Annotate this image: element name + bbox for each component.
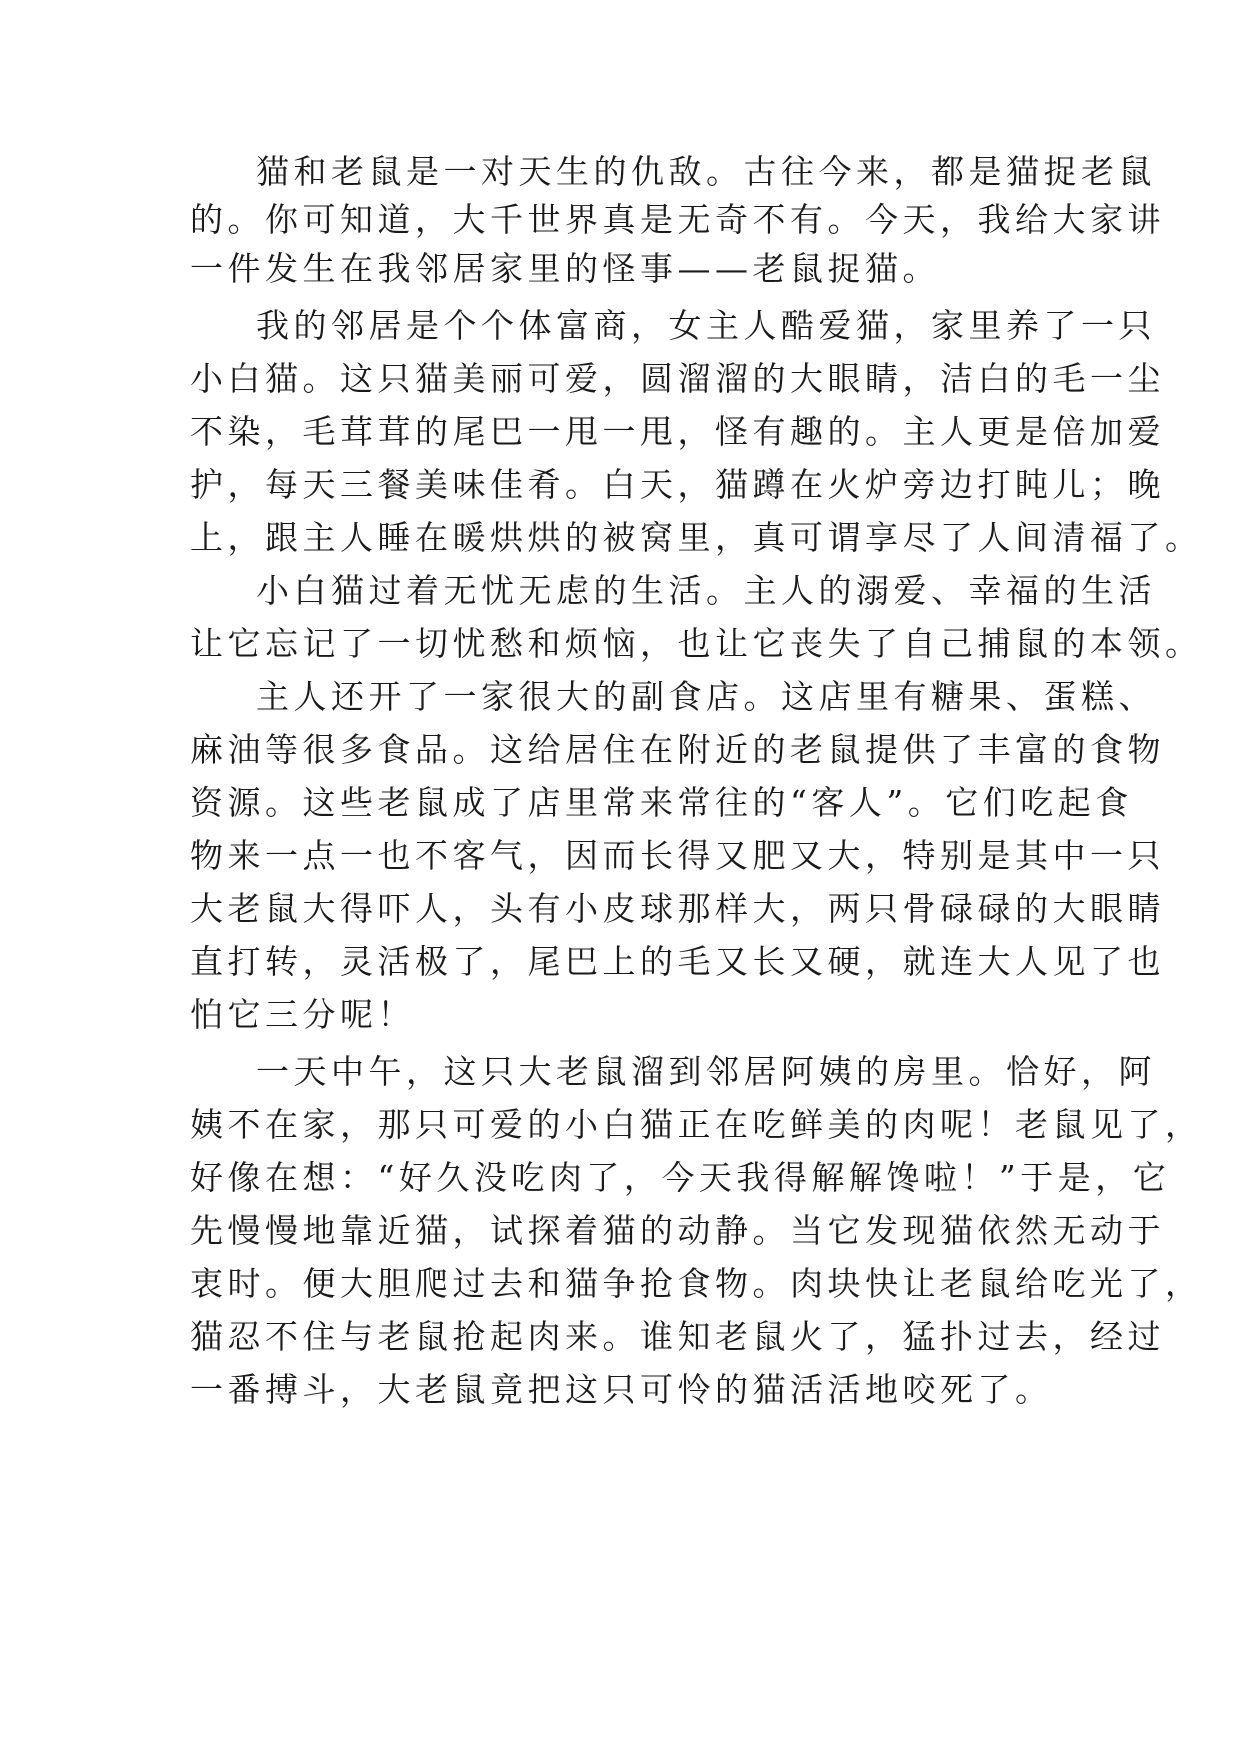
text-line: 怕它三分呢！	[190, 995, 415, 1034]
text-line: 我的邻居是个个体富商，女主人酷爱猫，家里养了一只	[256, 306, 1156, 345]
text-line: 猫忍不住与老鼠抢起肉来。谁知老鼠火了，猛扑过去，经过	[190, 1317, 1165, 1356]
text-line: 物来一点一也不客气，因而长得又肥又大，特别是其中一只	[190, 836, 1165, 875]
text-line: 的。你可知道，大千世界真是无奇不有。今天，我给大家讲	[190, 200, 1165, 239]
text-line: 小白猫过着无忧无虑的生活。主人的溺爱、幸福的生活	[256, 571, 1156, 610]
text-line: 一番搏斗，大老鼠竟把这只可怜的猫活活地咬死了。	[190, 1370, 1053, 1409]
text-line: 大老鼠大得吓人，头有小皮球那样大，两只骨碌碌的大眼睛	[190, 889, 1165, 928]
text-line: 不染，毛茸茸的尾巴一甩一甩，怪有趣的。主人更是倍加爱	[190, 412, 1165, 451]
text-line: 一天中午，这只大老鼠溜到邻居阿姨的房里。恰好，阿	[256, 1052, 1156, 1091]
text-line: 小白猫。这只猫美丽可爱，圆溜溜的大眼睛，洁白的毛一尘	[190, 359, 1165, 398]
text-line: 资源。这些老鼠成了店里常来常往的“客人”。它们吃起食	[190, 783, 1133, 822]
text-line: 一件发生在我邻居家里的怪事——老鼠捉猫。	[190, 249, 940, 288]
text-line: 主人还开了一家很大的副食店。这店里有糖果、蛋糕、	[256, 677, 1156, 716]
text-line: 衷时。便大胆爬过去和猫争抢食物。肉块快让老鼠给吃光了，	[190, 1264, 1203, 1303]
text-line: 好像在想：“好久没吃肉了，今天我得解解馋啦！”于是，它	[190, 1158, 1171, 1197]
text-line: 上，跟主人睡在暖烘烘的被窝里，真可谓享尽了人间清福了。	[190, 518, 1203, 557]
text-line: 猫和老鼠是一对天生的仇敌。古往今来，都是猫捉老鼠	[256, 152, 1156, 191]
text-line: 先慢慢地靠近猫，试探着猫的动静。当它发现猫依然无动于	[190, 1211, 1165, 1250]
text-line: 让它忘记了一切忧愁和烦恼，也让它丧失了自己捕鼠的本领。	[190, 624, 1203, 663]
text-line: 姨不在家，那只可爱的小白猫正在吃鲜美的肉呢！老鼠见了，	[190, 1105, 1203, 1144]
text-line: 护，每天三餐美味佳肴。白天，猫蹲在火炉旁边打盹儿；晚	[190, 465, 1165, 504]
text-line: 直打转，灵活极了，尾巴上的毛又长又硬，就连大人见了也	[190, 942, 1165, 981]
text-line: 麻油等很多食品。这给居住在附近的老鼠提供了丰富的食物	[190, 730, 1165, 769]
